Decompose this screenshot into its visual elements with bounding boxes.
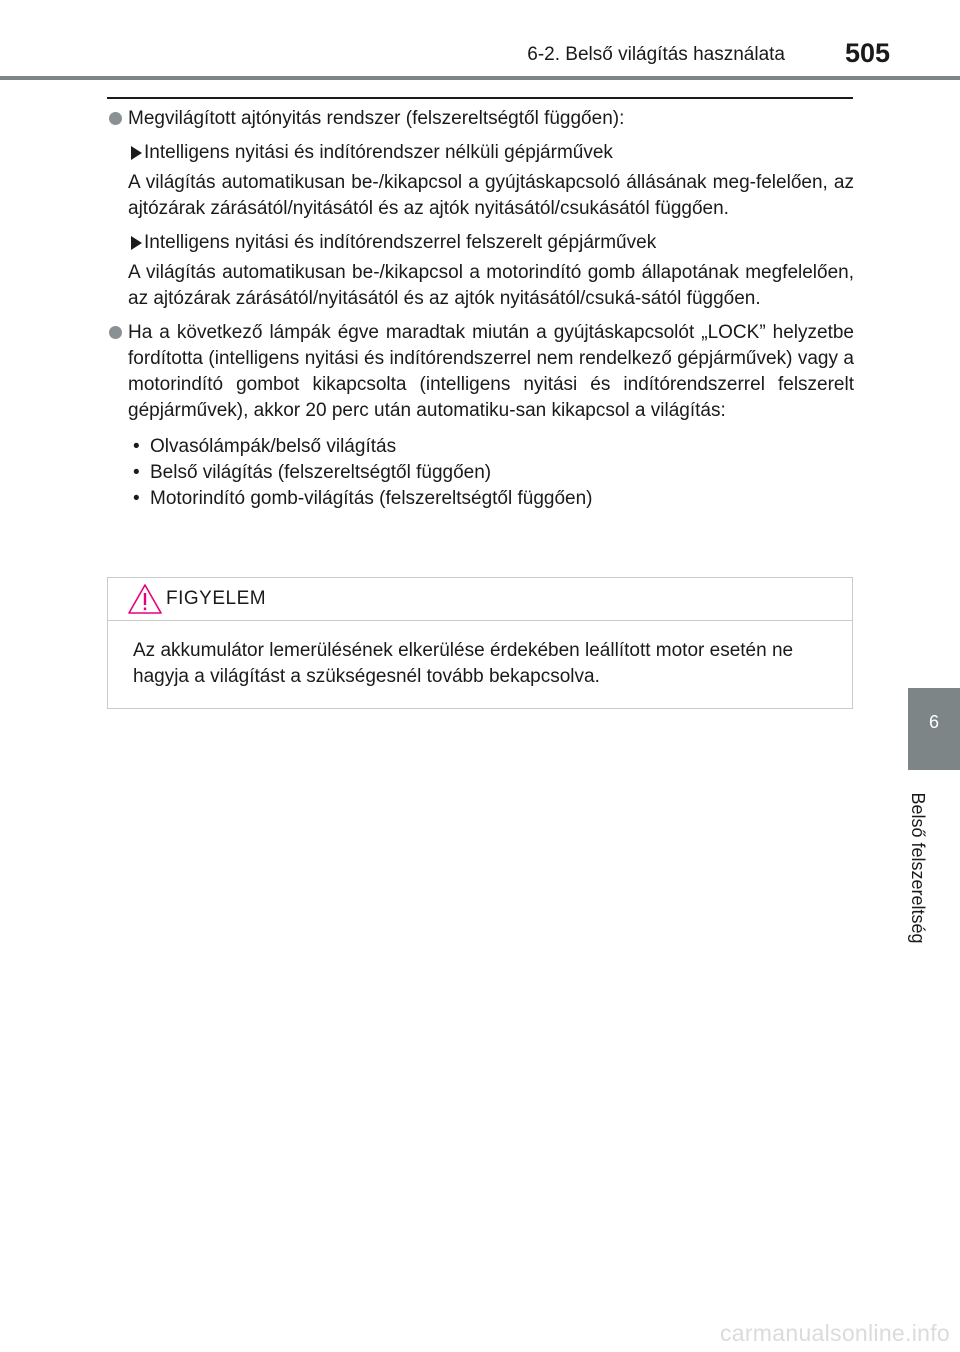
main-content	[108, 106, 854, 512]
bullet-item-auto-off	[108, 320, 854, 424]
paragraph-smart-key: A világítás automatikusan be-/kikapcsol a motorindító gomb állapotának megfelelően, az ajtózárak zárásától/nyitásától és az ajtók nyitásától/csuká-sától függően.	[128, 262, 854, 309]
page-number: 505	[844, 38, 890, 68]
sub-heading-smart-key	[108, 230, 854, 256]
caution-box	[107, 577, 853, 709]
chapter-number: 6	[928, 712, 939, 732]
list-item: • Olvasólámpák/belső világítás	[128, 434, 854, 460]
bullet-dot-icon	[109, 326, 122, 339]
chapter-tab	[908, 688, 960, 770]
content-rule	[107, 97, 853, 99]
caution-header	[108, 578, 852, 621]
caution-title: FIGYELEM	[166, 588, 267, 609]
triangle-arrow-icon	[131, 146, 142, 160]
header-rule	[0, 76, 960, 80]
watermark: carmanualsonline.info	[719, 1320, 950, 1346]
triangle-arrow-icon	[131, 236, 142, 250]
sub-heading-text: Intelligens nyitási és indítórendszerrel felszerelt gépjárművek	[144, 232, 657, 253]
lamp-list	[108, 434, 854, 512]
list-item: • Motorindító gomb-világítás (felszereltségtől függően)	[128, 486, 854, 512]
bullet-dot-icon	[109, 112, 122, 125]
chapter-label: Belső felszereltség	[908, 792, 928, 944]
bullet-item-lighted-entry	[108, 106, 854, 132]
bullet-text: Megvilágított ajtónyitás rendszer (felszereltségtől függően):	[128, 108, 625, 129]
bullet-text: Ha a következő lámpák égve maradtak miután a gyújtáskapcsolót „LOCK” helyzetbe fordította (intelligens nyitási és indítórendszerrel nem rendelkező gépjárművek) vagy a motorindító gombot kikapcsolta (intelligens nyitási és indítórendszerrel felszerelt gépjárművek), akkor 20 perc után automatiku-san kikapcsol a világítás:	[128, 322, 854, 421]
sub-heading-text: Intelligens nyitási és indítórendszer nélküli gépjárművek	[144, 142, 613, 163]
list-item: • Belső világítás (felszereltségtől függően)	[128, 460, 854, 486]
caution-text: Az akkumulátor lemerülésének elkerülése érdekében leállított motor esetén ne hagyja a világítást a szükségesnél tovább bekapcsolva.	[133, 640, 794, 687]
sub-heading-no-smart-key	[108, 140, 854, 166]
section-title: 6-2. Belső világítás használata	[527, 44, 785, 65]
warning-triangle-icon	[127, 583, 163, 615]
paragraph-no-smart-key: A világítás automatikusan be-/kikapcsol a gyújtáskapcsoló állásának meg-felelően, az ajtózárak zárásától/nyitásától és az ajtók nyitásától/csukásától függően.	[128, 172, 854, 219]
